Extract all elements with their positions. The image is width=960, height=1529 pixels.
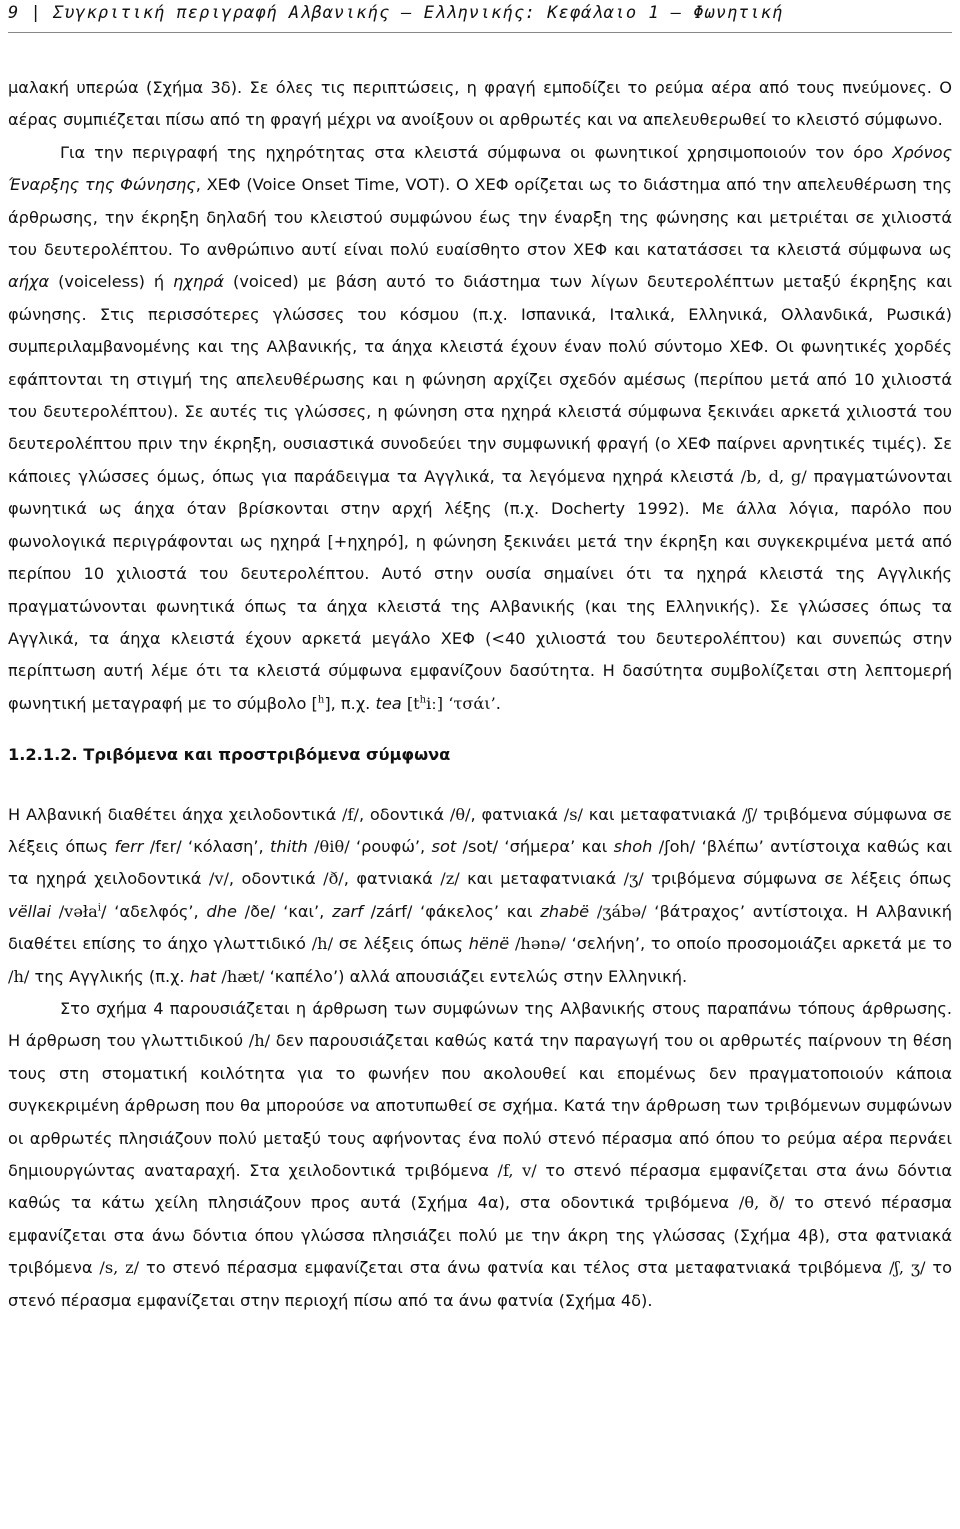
- text-run: ‘σελήνη’, το οποίο προσομοιάζει αρκετά με το: [565, 934, 952, 954]
- text-run: της Αγγλικής (π.χ.: [29, 966, 190, 986]
- text-run: / ‘αδελφός’,: [101, 901, 207, 921]
- paragraph-2: [8, 137, 952, 720]
- text-run: Για την περιγραφή της ηχηρότητας στα κλειστά σύμφωνα οι φωνητικοί χρησιμοποιούν τον όρο: [60, 142, 893, 162]
- header-divider: [8, 32, 952, 33]
- paragraph-1: μαλακή υπερώα (Σχήμα 3δ). Σε όλες τις περιπτώσεις, η φραγή εμποδίζει το ρεύμα αέρα από τους πνεύμονες. Ο αέρας συμπιέζεται πίσω από τη φραγή μέχρι να ανοίξουν οι αρθρωτές και να απελευθερωθεί το κλειστό σύμφωνο.: [8, 78, 952, 130]
- text-run: τριβόμενα σύμφωνα σε λέξεις όπως: [8, 804, 953, 856]
- term-italic: αήχα: [8, 272, 50, 292]
- text-run: τριβόμενα σύμφωνα σε λέξεις όπως: [643, 869, 952, 889]
- ipa-symbol: /hæt/: [221, 966, 265, 986]
- ipa-symbol: /θ, ð/: [738, 1193, 785, 1213]
- example-word: hënë: [468, 934, 510, 954]
- ipa-symbol: /f, v/: [497, 1161, 537, 1180]
- text-run: και μεταφατνιακά: [459, 869, 624, 889]
- example-word: ferr: [114, 836, 144, 856]
- ipa-symbol: /ʃ, ʒ/: [889, 1258, 926, 1278]
- ipa-symbols: [t: [401, 693, 420, 713]
- text-run: πραγματώνονται φωνητικά ως άηχα όταν βρίσκονται στην αρχή λέξης (π.χ. Docherty 1992). Με άλλα λόγια, παρόλο που φωνολογικά περιγράφονται ως ηχηρά [+ηχηρό], η φώνηση ξεκινάει μετά την έκρηξη και συγκεκριμένα μετά από περίπου 10 χιλιοστά του δευτερολέπτου. Αυτό στην ουσία σημαίνει ότι τα ηχηρά κλειστά της Αγγλικής πραγματώνονται φωνητικά όπως τα άηχα κλειστά της Αλβανικής (και της Ελληνικής). Σε γλώσσες όπως τα Αγγλικά, τα άηχα κλειστά έχουν αρκετά μεγάλο ΧΕΦ (<40 χιλιοστά του δευτερολέπτου) και συνεπώς στην περίπτωση αυτή λέμε ότι τα κλειστά σύμφωνα εμφανίζουν δασύτητα. Η δασύτητα συμβολίζεται στη λεπτομερή φωνητική μεταγραφή με το σύμβολο [: [8, 466, 953, 713]
- example-word: zhabë: [540, 901, 590, 921]
- text-run: , ΧΕΦ (Voice Onset Time, VOT). Ο ΧΕΦ ορίζεται ως το διάστημα από την απελευθέρωση της άρθρωσης, την έκρηξη δηλαδή του κλειστού συμφώνου έως την έναρξη της φώνησης και μετριέται σε χιλιοστά του δευτερολέπτου. Το ανθρώπινο αυτί είναι πολύ ευαίσθητο στον ΧΕΦ και κατατάσσει τα κλειστά σύμφωνα ως: [8, 175, 952, 260]
- text-run: το στενό πέρασμα εμφανίζεται στην περιοχή πίσω από τα άνω φατνία (Σχήμα 4δ).: [8, 1258, 953, 1310]
- text-run: /sot/ ‘σήμερα’ και: [456, 836, 614, 856]
- ipa-symbol: /ʃ/: [741, 804, 758, 824]
- example-word: shoh: [613, 836, 653, 856]
- ipa-symbol: /ʒ/: [623, 869, 644, 889]
- text-run: ], π.χ.: [324, 693, 376, 713]
- text-run: [589, 902, 597, 921]
- text-run: , οδοντικά: [228, 869, 324, 889]
- text-run: το στενό πέρασμα εμφανίζεται στα άνω δόντια καθώς τα κάτω χείλη πλησιάζουν προς αυτά (Σχήμα 4α), στα οδοντικά τριβόμενα: [8, 1161, 953, 1213]
- example-word: sot: [431, 836, 457, 856]
- ipa-symbol: /s, z/: [99, 1258, 140, 1278]
- ipa-symbol: /hənə/: [514, 934, 566, 954]
- section-heading: 1.2.1.2. Τριβόμενα και προστριβόμενα σύμφωνα: [8, 745, 451, 765]
- text-run: ‘βάτραχος’ αντίστοιχα. Η Αλβανική διαθέτει επίσης το άηχο γλωττιδικό: [8, 901, 952, 954]
- term-italic: Χρόνος Έναρξης της Φώνησης: [8, 142, 952, 195]
- example-word: zarf: [332, 901, 363, 921]
- term-italic: ηχηρά: [173, 272, 225, 292]
- example-word: vëllai: [8, 901, 51, 921]
- ipa-symbol: /ʒábə/: [596, 901, 647, 921]
- example-word: tea: [375, 693, 402, 713]
- ipa-symbol: /s/: [563, 804, 583, 824]
- ipa-symbols: iː] ‘τσάι’.: [426, 693, 501, 713]
- aspiration-symbol: h: [317, 694, 325, 706]
- text-run: (voiceless) ή: [49, 272, 174, 292]
- ipa-symbol: /v/: [208, 869, 229, 889]
- text-run: και μεταφατνιακά: [582, 804, 742, 824]
- ipa-symbol: /vəła: [50, 901, 98, 921]
- text-run: , φατνιακά: [470, 804, 564, 824]
- text-run: , οδοντικά: [358, 804, 450, 824]
- ipa-symbol: /ð/: [323, 869, 344, 889]
- ipa-symbol: /h/: [311, 934, 334, 954]
- text-run: /zárf/ ‘φάκελος’ και: [362, 901, 541, 921]
- text-run: /ʃoh/ ‘βλέπω’ αντίστοιχα καθώς και τα ηχηρά χειλοδοντικά: [8, 836, 952, 889]
- text-run: (voiced) με βάση αυτό το διάστημα των λίγων δευτερολέπτων μεταξύ έκρηξης και φώνησης. Στις περισσότερες γλώσσες του κόσμου (π.χ. Ισπανικά, Ιταλικά, Ελληνικά, Ολλανδικά, Ρωσικά) συμπεριλαμβανομένης και της Αλβανικής, τα άηχα κλειστά έχουν έναν πολύ σύντομο ΧΕΦ. Οι φωνητικές χορδές εφάπτονται τη στιγμή της απελευθέρωσης και η φώνηση αρχίζει σχεδόν αμέσως (περίπου μετά από 10 χιλιοστά του δευτερολέπτου). Σε αυτές τις γλώσσες, η φώνηση στα ηχηρά κλειστά σύμφωνα ξεκινάει αρκετά χιλιοστά του δευτερολέπτου πριν την έκρηξη, ουσιαστικά συνοδεύει την συμφωνική φραγή (ο ΧΕΦ παίρνει αρνητικές τιμές). Σε κάποιες γλώσσες όμως, όπως για παράδειγμα τα Αγγλικά, τα λεγόμενα ηχηρά κλειστά: [8, 272, 952, 486]
- paragraph-3: [8, 799, 952, 993]
- aspiration-symbol: h: [419, 694, 427, 706]
- paragraph-4: [8, 993, 952, 1317]
- ipa-symbol: /h/: [248, 1031, 271, 1051]
- example-word: dhe: [206, 901, 237, 921]
- ipa-symbol: /f/: [342, 804, 359, 824]
- text-run: δεν παρουσιάζεται καθώς κατά την παραγωγή του οι αρθρωτές παίρνουν τη θέση τους στη στοματική κοιλότητα για το φωνήεν που ακολουθεί και επομένως δεν πραγματοποιούν κάποια συγκεκριμένη άρθρωση που θα μπορούσε να αποτυπωθεί σε σχήμα. Κατά την άρθρωση των τριβόμενων συμφώνων οι αρθρωτές πλησιάζουν πολύ μεταξύ τους αφήνοντας ένα πολύ στενό πέρασμα από όπου το ρεύμα αέρα περνάει δημιουργώντας αναταραχή. Στα χειλοδοντικά τριβόμενα: [8, 1031, 952, 1180]
- page-body: [8, 72, 952, 1317]
- example-word: thith: [270, 836, 308, 856]
- ipa-symbol: /h/: [8, 966, 30, 986]
- text-run: το στενό πέρασμα εμφανίζεται στα άνω δόντια όπου γλώσσα πλησιάζει πολύ με την άκρη της γλώσσας (Σχήμα 4β), στα φατνιακά τριβόμενα: [8, 1193, 952, 1278]
- ipa-symbol: /θiθ/: [314, 836, 350, 856]
- text-run: /ðe/ ‘και’,: [236, 901, 333, 921]
- text-run: Στο σχήμα 4 παρουσιάζεται η άρθρωση των συμφώνων της Αλβανικής στους παραπάνω τόπους άρθρωσης. Η άρθρωση του γλωττιδικού: [8, 998, 952, 1051]
- text-run: Η Αλβανική διαθέτει άηχα χειλοδοντικά: [8, 804, 343, 824]
- text-run: το στενό πέρασμα εμφανίζεται στα άνω φατνία και τέλος στα μεταφατνιακά τριβόμενα: [139, 1258, 890, 1278]
- ipa-symbol: /θ/: [449, 804, 471, 824]
- ipa-superscript: i: [97, 902, 101, 914]
- ipa-symbol: /z/: [440, 869, 460, 889]
- text-run: , φατνιακά: [343, 869, 441, 889]
- text-run: ‘καπέλο’) αλλά απουσιάζει εντελώς στην Ελληνική.: [264, 966, 688, 986]
- text-run: /fɛr/ ‘κόλαση’,: [143, 836, 271, 856]
- running-header: 9 | Συγκριτική περιγραφή Αλβανικής – Ελληνικής: Κεφάλαιο 1 – Φωνητική: [8, 3, 784, 23]
- text-run: ‘ρουφώ’,: [349, 836, 432, 856]
- ipa-symbols: /b, d, g/: [740, 466, 807, 486]
- text-run: σε λέξεις όπως: [333, 934, 469, 954]
- example-word: hat: [189, 966, 217, 986]
